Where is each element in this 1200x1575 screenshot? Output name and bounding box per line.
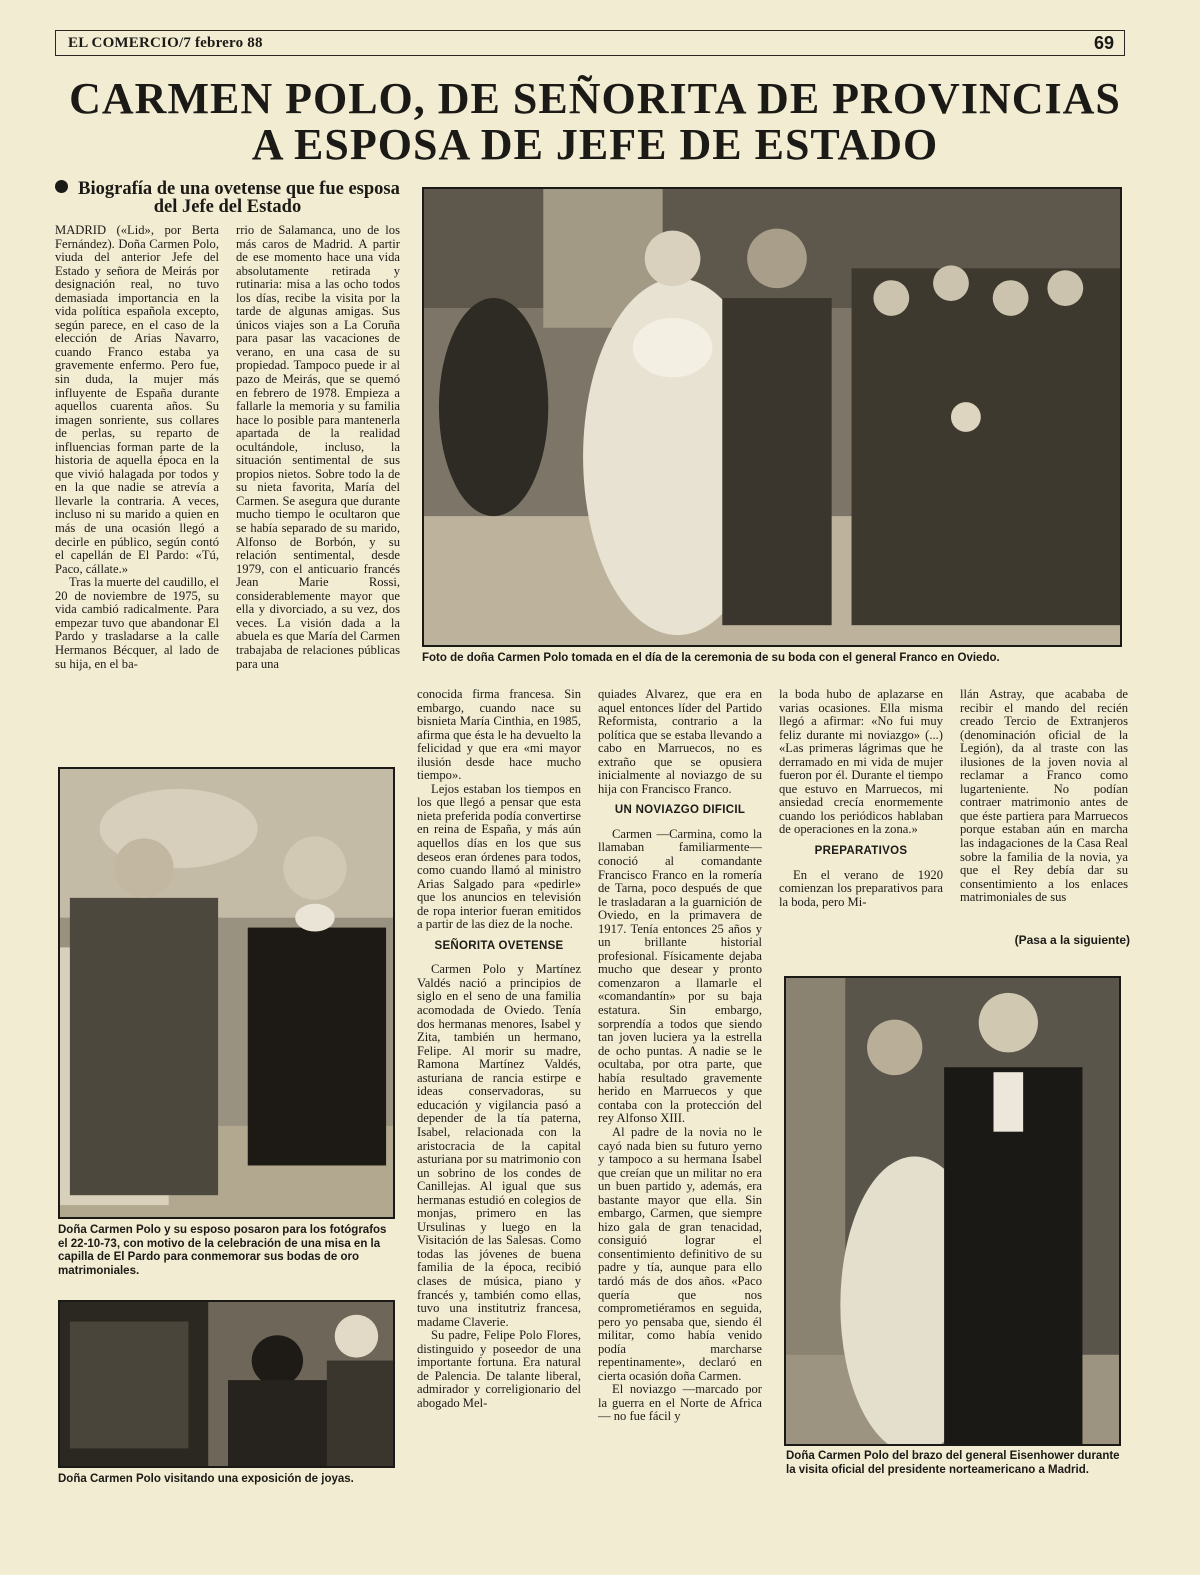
anniversary-photo-image bbox=[60, 769, 393, 1217]
paragraph: Carmen —Carmina, como la llamaban familiarmente— conoció al comandante Francisco Franco en la romería de Tarna, poco después de que le trasladaran a la guarnición de Oviedo, en la primavera de 1917. Tenía entonces 25 años y un brillante historial profesional. Físicamente dejaba mucho que desear y pronto comenzaron a llamarle el «comandantín» por su baja estatura. Sin embargo, sorprendía a todos que siendo tan joven luciera ya la estrella de ocho puntas. A nadie se le ocultaba, por otra parte, que había resultado gravemente herido en Marruecos y que contaba con la protección del rey Alfonso XIII. bbox=[598, 826, 762, 1126]
headline bbox=[40, 76, 1150, 168]
paragraph: llán Astray, que acababa de recibir el mando del recién creado Tercio de Extranjeros (denominación oficial de la Legión), da al traste con las ilusiones de la joven novia al reclamar a Franco como lugarteniente. No podían contraer matrimonio antes de que éste partiera para Marruecos porque estaban aún en marcha las indagaciones de la Casa Real sobre la familia de la novia, ya que el Rey debía dar su consentimiento a los enlaces matrimoniales de sus bbox=[960, 688, 1128, 905]
jewels-photo-caption: Doña Carmen Polo visitando una exposición de joyas. bbox=[58, 1473, 354, 1485]
anniversary-photo bbox=[58, 767, 395, 1219]
section-heading-noviazgo: UN NOVIAZGO DIFICIL bbox=[614, 804, 746, 817]
continued-note: (Pasa a la siguiente) bbox=[1014, 933, 1130, 947]
paragraph: Al padre de la novia no le cayó nada bien su futuro yerno y tampoco a su hermana Isabel que creían que un militar no era un buen partido y, además, era bastante mayor que ella. Sin embargo, Carmen, que siempre hizo gala de gran tenacidad, consiguió lograr el consentimiento definitivo de su padre y tía, aunque para ello tardó más de dos años. «Paco quería que nos comprometiéramos en seguida, pero yo pensaba que, siendo él militar, como había venido podía marcharse repentinamente», declaró en cierta ocasión doña Carmen. bbox=[598, 1124, 762, 1383]
paragraph: quiades Alvarez, que era en aquel entonces líder del Partido Reformista, contrario a la política que se estaba llevando a cabo en Marruecos, no es extraño que se opusiera inicialmente al noviazgo de su hija con Francisco Franco. bbox=[598, 688, 762, 796]
section-heading-senorita-ovetense: SEÑORITA OVETENSE bbox=[434, 939, 564, 952]
paragraph: rrio de Salamanca, uno de los más caros de Madrid. A partir de ese momento hace una vida absolutamente retirada y rutinaria: misa a las ocho todos los días, recibe la visita por la tarde de algunas amigas. Sus únicos viajes son a La Coruña para pasar las vacaciones de verano, en una casa de su propiedad. Tampoco puede ir al pazo de Meirás, que se quemó en febrero de 1978. Empieza a fallarle la memoria y su familia hace lo posible para mantenerla apartada de la realidad ocultándole, incluso, la situación sentimental de sus propios nietos. Sobre todo la de su nieta favorita, María del Carmen. Se asegura que durante mucho tiempo le ocultaron que se había separado de su marido, Alfonso de Borbón, y su relación sentimental, desde 1979, con el anticuario francés Jean Marie Rossi, considerablemente mayor que ella y divorciado, a su vez, dos veces. La visión dada a la abuela es que María del Carmen trabajaba de relaciones públicas para una bbox=[236, 224, 400, 671]
eisenhower-photo bbox=[784, 976, 1121, 1446]
page-header bbox=[55, 30, 1125, 56]
paragraph: Carmen Polo y Martínez Valdés nació a principios de siglo en el seno de una familia acomodada de Oviedo. Tenía dos hermanas menores, Isabel y Zita, también un hermano, Felipe. Al morir su madre, Ramona Martínez Valdés, asturiana de rancia estirpe e ideas conservadoras, su educación y vigilancia pasó a depender de la tía paterna, Isabel, relacionada con la aristocracia de la capital asturiana por su matrimonio con un sobrino de los condes de Canillejas. Al igual que sus hermanas estudió en colegios de monjas, primero en las Ursulinas y luego en la Visitación de las Salesas. Como todas las jóvenes de buena familia de la época, recibió clases de música, piano y francés y, también como ellas, tuvo una institutriz francesa, madame Claverie. bbox=[417, 962, 581, 1329]
eisenhower-photo-image bbox=[786, 978, 1119, 1444]
jewels-exhibition-photo-image bbox=[60, 1302, 393, 1466]
section-heading-preparativos: PREPARATIVOS bbox=[814, 845, 908, 858]
headline-line-2: A ESPOSA DE JEFE DE ESTADO bbox=[251, 120, 939, 169]
paragraph: la boda hubo de aplazarse en varias ocasiones. Ella misma llegó a afirmar: «No fui muy feliz durante mi noviazgo» (...) «Las primeras lágrimas que he derramado en mi vida de mujer fueron por él. Durante el tiempo que estuvo en Marruecos, mi ansiedad crecía enormemente cuando los periódicos hablaban de operaciones en la zona.» bbox=[779, 688, 943, 837]
paragraph: El noviazgo —marcado por la guerra en el Norte de Africa— no fue fácil y bbox=[598, 1382, 762, 1424]
wedding-photo-caption: Foto de doña Carmen Polo tomada en el día de la ceremonia de su boda con el general Franco en Oviedo. bbox=[422, 652, 1000, 664]
page-number: 69 bbox=[1093, 32, 1114, 53]
article-column-2 bbox=[236, 224, 400, 734]
paragraph: Tras la muerte del caudillo, el 20 de noviembre de 1975, su vida cambió radicalmente. Para empezar tuvo que abandonar El Pardo y trasladarse a la calle Hermanos Bécquer, al lado de su hija, en el ba- bbox=[55, 575, 219, 671]
paragraph: En el verano de 1920 comienzan los preparativos para la boda, pero Mi- bbox=[779, 867, 943, 909]
paragraph: Lejos estaban los tiempos en los que llegó a pensar que esta nieta preferida podía convertirse en reina de España, y más aún aquellos días en los que sus deseos eran órdenes para todos, como cuando llamó al ministro Arias Salgado para «pedirle» que los anuncios en televisión de ropa interior fueran emitidos a partir de las diez de la noche. bbox=[417, 781, 581, 932]
publication-date: EL COMERCIO/7 febrero 88 bbox=[68, 34, 263, 51]
jewels-exhibition-photo bbox=[58, 1300, 395, 1468]
article-column-6 bbox=[960, 688, 1128, 928]
paragraph: conocida firma francesa. Sin embargo, cuando nace su bisnieta María Cinthia, en 1985, afirma que ésta le ha devuelto la felicidad y que era «mi mayor ilusión desde hace mucho tiempo». bbox=[417, 688, 581, 783]
headline-line-1: CARMEN POLO, DE SEÑORITA DE PROVINCIAS bbox=[69, 74, 1121, 123]
bullet-icon bbox=[55, 180, 68, 193]
article-column-5 bbox=[779, 688, 943, 958]
paragraph: MADRID («Lid», por Berta Fernández). Doña Carmen Polo, viuda del anterior Jefe del Estado y señora de Meirás por designación real, no tuvo demasiada importancia en la vida política española excepto, según parece, en el caso de la elección de Arias Navarro, cuando Franco estaba ya gravemente enfermo. Pero fue, sin duda, la mujer más influyente de España durante aquellos cuarenta años. Su imagen sonriente, sus collares de perlas, su reparto de influencias forman parte de la historia de aquella época en la que vivió halagada por todos y en la que nadie se atrevía a llevarle la contraria. A veces, incluso ni su marido a quien en más de una ocasión llegó a decirle en público, según contó el capellán de El Pardo: «Tú, Paco, cállate.» bbox=[55, 224, 219, 576]
anniversary-photo-caption: Doña Carmen Polo y su esposo posaron para los fotógrafos el 22-10-73, con motivo de la celebración de una misa en la capilla de El Pardo para conmemorar sus bodas de oro matrimoniales. bbox=[58, 1224, 387, 1277]
subheadline bbox=[55, 180, 400, 216]
article-column-3 bbox=[417, 688, 581, 1496]
paragraph: Su padre, Felipe Polo Flores, distinguido y poseedor de una importante fortuna. Era natural de Palencia. De talante liberal, admirador y correligionario del abogado Mel- bbox=[417, 1328, 581, 1410]
article-column-4 bbox=[598, 688, 762, 1496]
wedding-photo-image bbox=[424, 189, 1120, 645]
subheadline-text: Biografía de una ovetense que fue esposa del Jefe del Estado bbox=[78, 179, 400, 217]
wedding-photo bbox=[422, 187, 1122, 647]
article-column-1 bbox=[55, 224, 219, 734]
eisenhower-photo-caption: Doña Carmen Polo del brazo del general Eisenhower durante la visita oficial del presidente norteamericano a Madrid. bbox=[786, 1450, 1120, 1476]
